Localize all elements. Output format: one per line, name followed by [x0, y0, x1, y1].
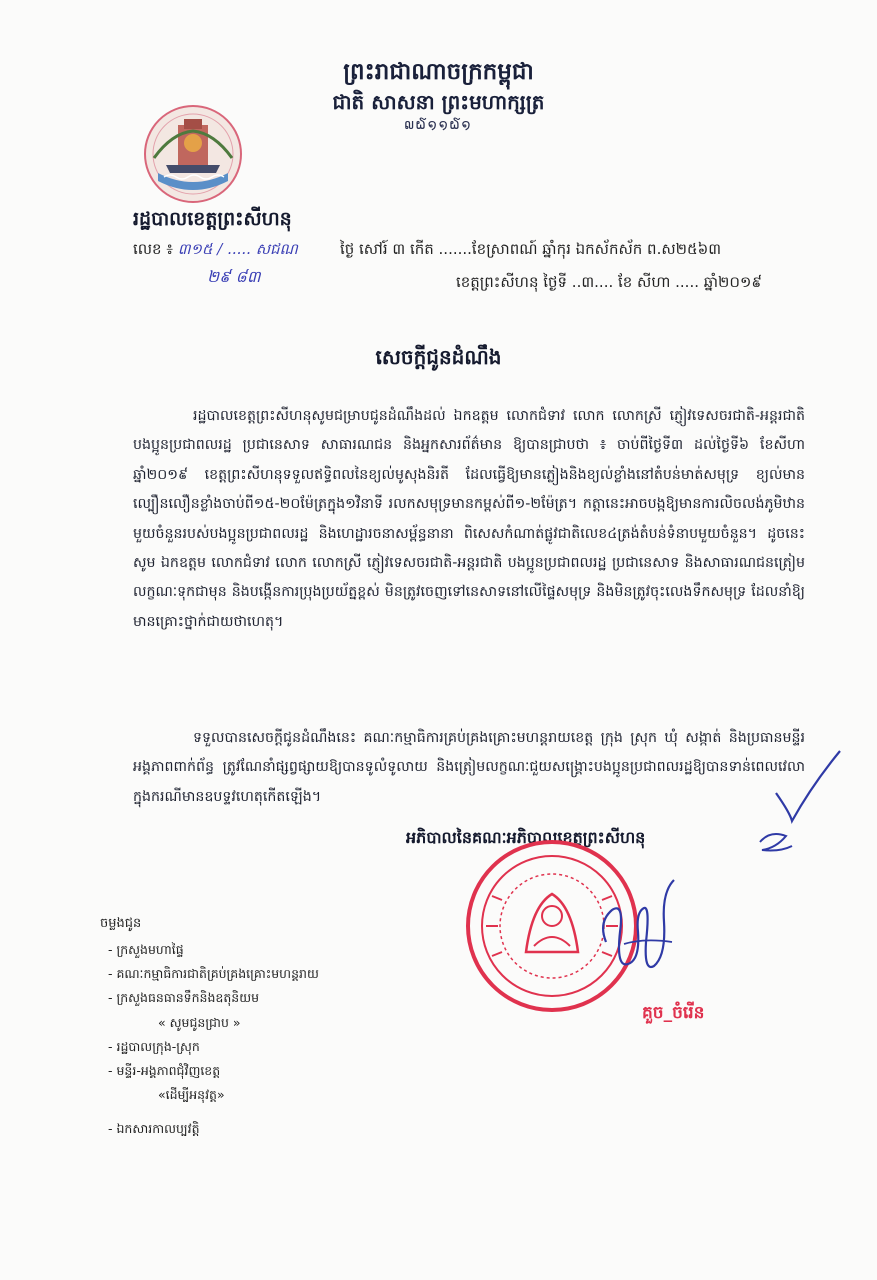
cc-note: « សូមជូនជ្រាប » — [158, 1014, 241, 1030]
issuing-authority: រដ្ឋបាលខេត្តព្រះសីហនុ — [133, 208, 292, 230]
reference-handwritten-note: ២៩ ៨៣ — [207, 267, 261, 286]
ornament-divider: ໙໖໑໑໖໑ — [404, 117, 473, 133]
lunar-date: ថ្ងៃ សៅរ៍ ៣ កើត .......ខែស្រាពណ៍ ឆ្នាំកុរ ឯកស័កស័ក ព.ស២៥៦៣ — [340, 240, 722, 258]
document-title: សេចក្តីជូនដំណឹង — [375, 345, 502, 369]
cc-list — [108, 939, 319, 1143]
national-motto: ជាតិ សាសនា ព្រះមហាក្សត្រ — [332, 90, 545, 114]
solar-date: ខេត្តព្រះសីហនុ ថ្ងៃទី ..៣.... ខែ សីហា ..... ឆ្នាំ២០១៩ — [456, 273, 762, 291]
reference-label: លេខ ៖ — [133, 240, 173, 258]
reference-number — [133, 240, 298, 262]
notice-paragraph-1: រដ្ឋបាលខេត្តព្រះសីហនុសូមជម្រាបជូនដំណឹងដល់ ឯកឧត្តម លោកជំទាវ លោក លោកស្រី ភ្ញៀវទេសចរជាតិ-អន្តរជាតិ បងប្អូនប្រជាពលរដ្ឋ ប្រជានេសាទ សាធារណជន និងអ្នកសារព័ត៌មាន ឱ្យបានជ្រាបថា ៖ ចាប់ពីថ្ងៃទី៣ ដល់ថ្ងៃទី៦ ខែសីហា ឆ្នាំ២០១៩ ខេត្តព្រះសីហនុទទួលឥទ្ធិពលនៃខ្យល់មូសុងនិរតី ដែលធ្វើឱ្យមានភ្លៀងនិងខ្យល់ខ្លាំងនៅតំបន់មាត់សមុទ្រ ខ្យល់មានល្បឿនលឿនខ្លាំងចាប់ពី១៥-២០ម៉ែត្រក្នុង១វិនាទី រលកសមុទ្រមានកម្ពស់ពី១-២ម៉ែត្រ។ កត្តានេះអាចបង្កឱ្យមានការលិចលង់ភូមិឋានមួយចំនួនរបស់បងប្អូនប្រជាពលរដ្ឋ និងហេដ្ឋារចនាសម្ព័ន្ធនានា ពិសេសកំណាត់ផ្លូវជាតិលេខ៤ត្រង់តំបន់ទំនាបមួយចំនួន។ ដូចនេះសូម ឯកឧត្តម លោកជំទាវ លោក លោកស្រី ភ្ញៀវទេសចរជាតិ-អន្តរជាតិ បងប្អូនប្រជាពលរដ្ឋ ប្រជានេសាទ និងសាធារណជនត្រៀមលក្ខណៈទុកជាមុន និងបង្កើនការប្រុងប្រយ័ត្នខ្ពស់ មិនត្រូវចេញទៅនេសាទនៅលើផ្ទៃសមុទ្រ និងមិនត្រូវចុះលេងទឹកសមុទ្រ ដែលនាំឱ្យមានគ្រោះថ្នាក់ជាយថាហេតុ។ — [133, 408, 805, 630]
cc-item: - មន្ទីរ-អង្គភាពជុំវិញខេត្ត — [108, 1062, 221, 1078]
initial-mark-icon — [756, 826, 796, 856]
cc-title: ចម្លងជូន — [100, 916, 142, 931]
cc-note: «ដើម្បីអនុវត្ត» — [158, 1087, 225, 1103]
cc-item: - ក្រសួងធនធានទឹកនិងឧតុនិយម — [108, 990, 260, 1006]
cc-item: - ឯកសារកាលប្បវត្តិ — [108, 1121, 200, 1137]
provincial-emblem-icon — [142, 103, 244, 205]
cc-item: - រដ្ឋបាលក្រុង-ស្រុក — [108, 1038, 200, 1054]
handwritten-signature-icon — [594, 872, 690, 984]
cc-item: - ក្រសួងមហាផ្ទៃ — [108, 942, 184, 957]
reference-handwritten: ៣១៥ / ..... សជណ — [177, 240, 298, 258]
cc-item: - គណៈកម្មាធិការជាតិគ្រប់គ្រងគ្រោះមហន្តរាយ — [108, 966, 319, 982]
checkmark-icon — [770, 745, 845, 825]
signer-name: គួច_ចំរើន — [642, 1003, 705, 1023]
kingdom-heading: ព្រះរាជាណាចក្រកម្ពុជា — [343, 59, 534, 85]
notice-paragraph-2: ទទួលបានសេចក្តីជូនដំណឹងនេះ គណៈកម្មាធិការគ្រប់គ្រងគ្រោះមហន្តរាយខេត្ត ក្រុង ស្រុក ឃុំ សង្កាត់ និងប្រធានមន្ទីរ អង្គភាពពាក់ព័ន្ធ ត្រូវណែនាំផ្សព្វផ្សាយឱ្យបានទូលំទូលាយ និងត្រៀមលក្ខណៈជួយសង្គ្រោះបងប្អូនប្រជាពលរដ្ឋឱ្យបានទាន់ពេលវេលាក្នុងករណីមានឧបទ្ទវហេតុកើតឡើង។ — [133, 730, 805, 805]
signer-title: អភិបាលនៃគណៈអភិបាលខេត្តព្រះសីហនុ — [406, 828, 646, 847]
